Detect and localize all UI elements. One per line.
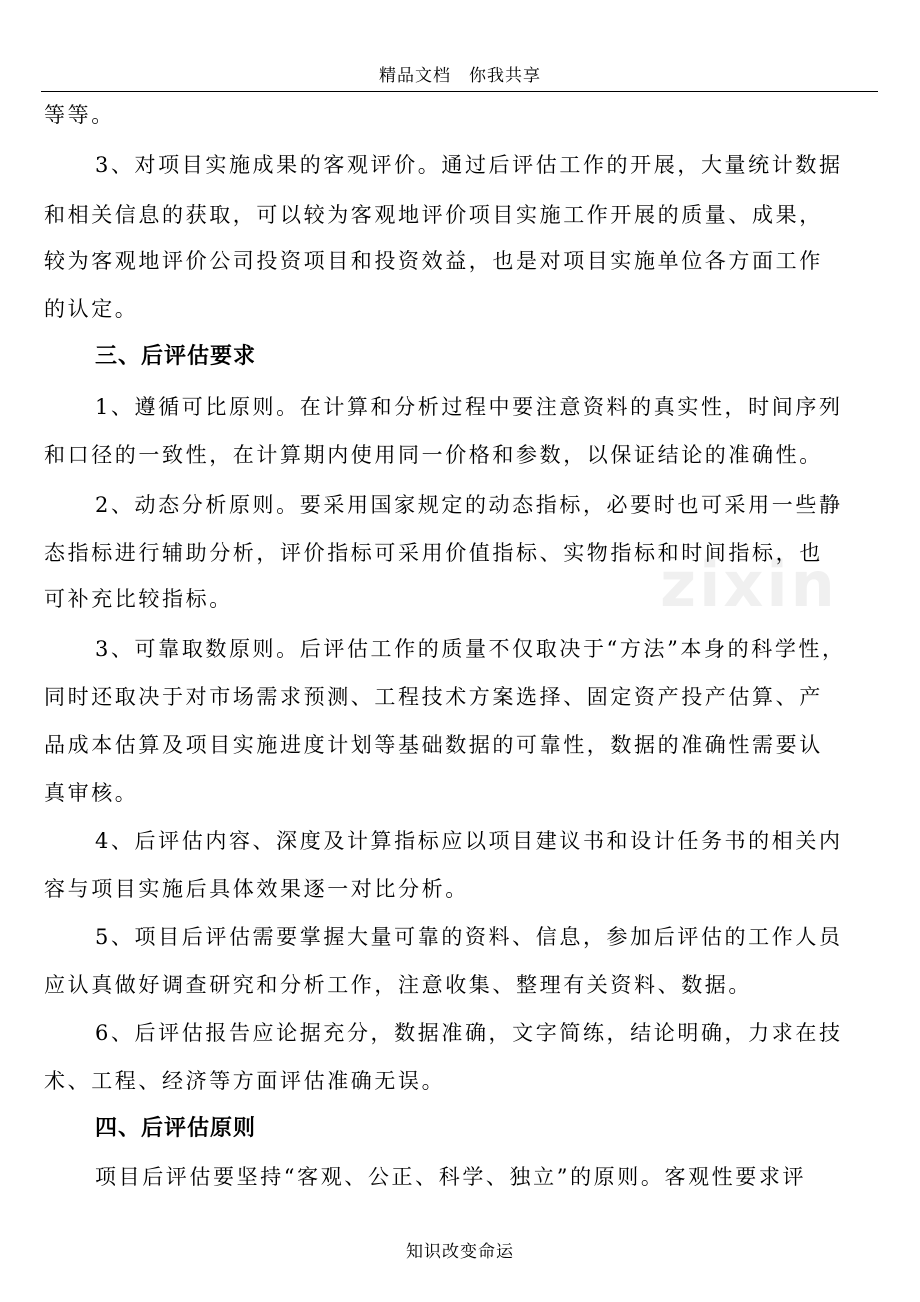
body-line: 6、后评估报告应论据充分，数据准确，文字简练，结论明确，力求在技 bbox=[95, 1021, 843, 1045]
body-line: 态指标进行辅助分析，评价指标可采用价值指标、实物指标和时间指标，也 bbox=[44, 541, 823, 565]
body-line: 等等。 bbox=[44, 103, 115, 127]
body-line: 5、项目后评估需要掌握大量可靠的资料、信息，参加后评估的工作人员 bbox=[95, 925, 843, 949]
page-header: 精品文档 你我共享 bbox=[379, 66, 541, 86]
body-line: 2、动态分析原则。要采用国家规定的动态指标，必要时也可采用一些静 bbox=[95, 493, 843, 517]
body-line: 应认真做好调查研究和分析工作，注意收集、整理有关资料、数据。 bbox=[44, 973, 752, 997]
body-line: 项目后评估要坚持“客观、公正、科学、独立”的原则。客观性要求评 bbox=[95, 1165, 807, 1189]
body-line: 3、对项目实施成果的客观评价。通过后评估工作的开展，大量统计数据 bbox=[95, 153, 843, 177]
header-divider bbox=[41, 91, 878, 92]
body-line: 4、后评估内容、深度及计算指标应以项目建议书和设计任务书的相关内 bbox=[95, 829, 843, 853]
page-footer: 知识改变命运 bbox=[406, 1242, 514, 1262]
body-line: 1、遵循可比原则。在计算和分析过程中要注意资料的真实性，时间序列 bbox=[95, 395, 843, 419]
section-heading: 三、后评估要求 bbox=[95, 344, 257, 369]
body-line: 术、工程、经济等方面评估准确无误。 bbox=[44, 1069, 446, 1093]
body-line: 容与项目实施后具体效果逐一对比分析。 bbox=[44, 877, 469, 901]
body-line: 和口径的一致性，在计算期内使用同一价格和参数，以保证结论的准确性。 bbox=[44, 443, 823, 467]
watermark: zixin bbox=[660, 548, 838, 621]
body-line: 和相关信息的获取，可以较为客观地评价项目实施工作开展的质量、成果， bbox=[44, 203, 823, 227]
body-line: 的认定。 bbox=[44, 297, 139, 321]
body-line: 真审核。 bbox=[44, 781, 139, 805]
body-line: 较为客观地评价公司投资项目和投资效益，也是对项目实施单位各方面工作 bbox=[44, 249, 823, 273]
section-heading: 四、后评估原则 bbox=[95, 1116, 257, 1141]
body-line: 品成本估算及项目实施进度计划等基础数据的可靠性，数据的准确性需要认 bbox=[44, 733, 823, 757]
body-line: 可补充比较指标。 bbox=[44, 587, 233, 611]
body-line: 3、可靠取数原则。后评估工作的质量不仅取决于“方法”本身的科学性， bbox=[95, 637, 846, 661]
body-line: 同时还取决于对市场需求预测、工程技术方案选择、固定资产投产估算、产 bbox=[44, 685, 823, 709]
